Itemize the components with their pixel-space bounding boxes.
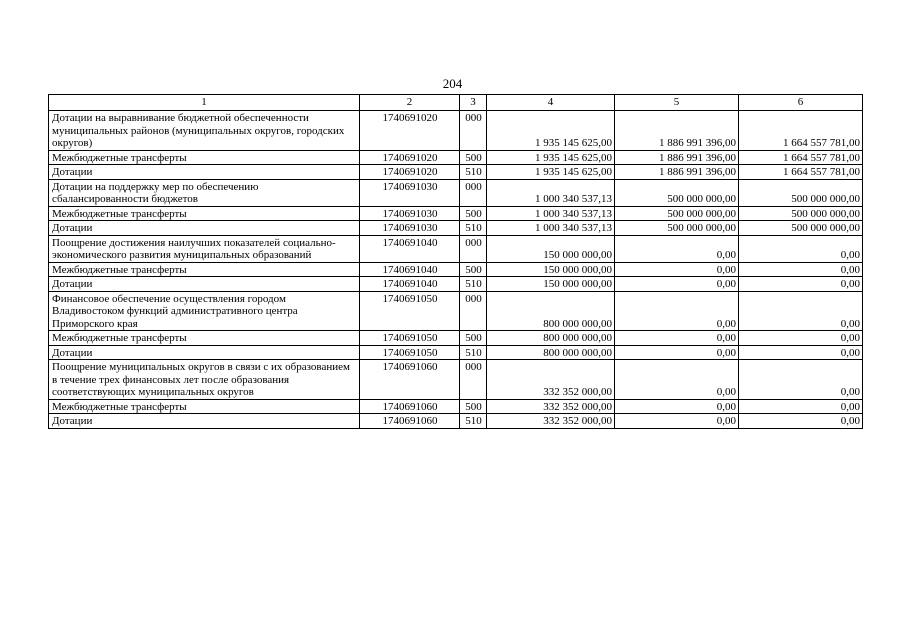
row-value-year-2: 0,00: [615, 277, 739, 292]
table-row: [49, 150, 863, 165]
row-name: Межбюджетные трансферты: [49, 331, 360, 346]
row-code: 1740691060: [360, 399, 460, 414]
row-code: 1740691030: [360, 179, 460, 206]
row-expense-type: 000: [460, 111, 487, 151]
row-expense-type: 510: [460, 277, 487, 292]
row-code: 1740691050: [360, 291, 460, 331]
table-row: [49, 179, 863, 206]
row-name: Дотации на поддержку мер по обеспечению сбалансированности бюджетов: [49, 179, 360, 206]
row-code: 1740691040: [360, 235, 460, 262]
row-name: Дотации: [49, 221, 360, 236]
row-value-year-2: 1 886 991 396,00: [615, 165, 739, 180]
row-code: 1740691020: [360, 150, 460, 165]
row-expense-type: 500: [460, 331, 487, 346]
table-row: [49, 414, 863, 429]
row-value-year-3: 1 664 557 781,00: [739, 111, 863, 151]
column-header: 3: [460, 95, 487, 111]
row-expense-type: 000: [460, 360, 487, 400]
row-value-year-1: 332 352 000,00: [487, 399, 615, 414]
column-header: 2: [360, 95, 460, 111]
column-header: 4: [487, 95, 615, 111]
row-code: 1740691020: [360, 165, 460, 180]
row-value-year-3: 0,00: [739, 277, 863, 292]
row-value-year-2: 500 000 000,00: [615, 179, 739, 206]
row-name: Дотации: [49, 277, 360, 292]
table-row: [49, 360, 863, 400]
row-name: Дотации: [49, 165, 360, 180]
row-value-year-1: 1 935 145 625,00: [487, 150, 615, 165]
row-value-year-1: 1 000 340 537,13: [487, 206, 615, 221]
table-row: [49, 206, 863, 221]
row-code: 1740691050: [360, 345, 460, 360]
row-value-year-3: 0,00: [739, 399, 863, 414]
row-code: 1740691040: [360, 277, 460, 292]
row-code: 1740691040: [360, 262, 460, 277]
row-code: 1740691030: [360, 221, 460, 236]
table-row: [49, 277, 863, 292]
table-row: [49, 345, 863, 360]
row-expense-type: 000: [460, 235, 487, 262]
row-name: Финансовое обеспечение осуществления городом Владивостоком функций административного центра Приморского края: [49, 291, 360, 331]
table-row: [49, 111, 863, 151]
row-code: 1740691060: [360, 414, 460, 429]
column-header: 6: [739, 95, 863, 111]
table-row: [49, 235, 863, 262]
column-header: 5: [615, 95, 739, 111]
row-code: 1740691030: [360, 206, 460, 221]
row-code: 1740691020: [360, 111, 460, 151]
row-value-year-2: 0,00: [615, 235, 739, 262]
row-value-year-2: 0,00: [615, 291, 739, 331]
row-value-year-3: 0,00: [739, 262, 863, 277]
table-row: [49, 221, 863, 236]
row-value-year-3: 500 000 000,00: [739, 179, 863, 206]
row-code: 1740691060: [360, 360, 460, 400]
row-value-year-2: 0,00: [615, 414, 739, 429]
row-code: 1740691050: [360, 331, 460, 346]
row-value-year-2: 0,00: [615, 360, 739, 400]
row-name: Дотации на выравнивание бюджетной обеспеченности муниципальных районов (муниципальных округов, городских округов): [49, 111, 360, 151]
table-header-row: [49, 95, 863, 111]
column-header: 1: [49, 95, 360, 111]
row-value-year-3: 500 000 000,00: [739, 206, 863, 221]
budget-table: [48, 94, 863, 429]
table-row: [49, 165, 863, 180]
row-value-year-1: 150 000 000,00: [487, 262, 615, 277]
row-value-year-1: 332 352 000,00: [487, 360, 615, 400]
row-value-year-3: 1 664 557 781,00: [739, 150, 863, 165]
row-value-year-1: 332 352 000,00: [487, 414, 615, 429]
row-value-year-1: 150 000 000,00: [487, 277, 615, 292]
row-value-year-3: 0,00: [739, 291, 863, 331]
row-expense-type: 510: [460, 345, 487, 360]
table-row: [49, 399, 863, 414]
row-value-year-1: 1 000 340 537,13: [487, 221, 615, 236]
row-value-year-3: 500 000 000,00: [739, 221, 863, 236]
row-name: Дотации: [49, 345, 360, 360]
row-value-year-1: 800 000 000,00: [487, 331, 615, 346]
row-expense-type: 500: [460, 262, 487, 277]
row-value-year-2: 0,00: [615, 399, 739, 414]
row-value-year-1: 800 000 000,00: [487, 345, 615, 360]
row-expense-type: 500: [460, 399, 487, 414]
row-value-year-2: 0,00: [615, 345, 739, 360]
row-expense-type: 510: [460, 165, 487, 180]
table-row: [49, 331, 863, 346]
row-value-year-3: 0,00: [739, 235, 863, 262]
row-expense-type: 510: [460, 221, 487, 236]
row-name: Межбюджетные трансферты: [49, 262, 360, 277]
page-number: 204: [442, 76, 463, 91]
row-name: Дотации: [49, 414, 360, 429]
row-value-year-3: 0,00: [739, 414, 863, 429]
table-row: [49, 262, 863, 277]
row-name: Межбюджетные трансферты: [49, 150, 360, 165]
row-value-year-2: 0,00: [615, 262, 739, 277]
row-value-year-2: 1 886 991 396,00: [615, 150, 739, 165]
row-name: Поощрение муниципальных округов в связи с их образованием в течение трех финансовых лет после образования соответствующих муниципальных округов: [49, 360, 360, 400]
row-value-year-2: 0,00: [615, 331, 739, 346]
row-value-year-3: 0,00: [739, 331, 863, 346]
table-row: [49, 291, 863, 331]
row-expense-type: 000: [460, 291, 487, 331]
row-value-year-3: 0,00: [739, 345, 863, 360]
row-value-year-2: 500 000 000,00: [615, 221, 739, 236]
row-name: Поощрение достижения наилучших показателей социально-экономического развития муниципальных образований: [49, 235, 360, 262]
row-value-year-1: 1 935 145 625,00: [487, 111, 615, 151]
row-expense-type: 500: [460, 206, 487, 221]
row-name: Межбюджетные трансферты: [49, 399, 360, 414]
row-name: Межбюджетные трансферты: [49, 206, 360, 221]
row-value-year-1: 800 000 000,00: [487, 291, 615, 331]
row-expense-type: 510: [460, 414, 487, 429]
row-expense-type: 000: [460, 179, 487, 206]
row-value-year-2: 500 000 000,00: [615, 206, 739, 221]
row-value-year-1: 1 000 340 537,13: [487, 179, 615, 206]
row-value-year-3: 0,00: [739, 360, 863, 400]
row-value-year-1: 150 000 000,00: [487, 235, 615, 262]
row-expense-type: 500: [460, 150, 487, 165]
row-value-year-1: 1 935 145 625,00: [487, 165, 615, 180]
row-value-year-2: 1 886 991 396,00: [615, 111, 739, 151]
row-value-year-3: 1 664 557 781,00: [739, 165, 863, 180]
